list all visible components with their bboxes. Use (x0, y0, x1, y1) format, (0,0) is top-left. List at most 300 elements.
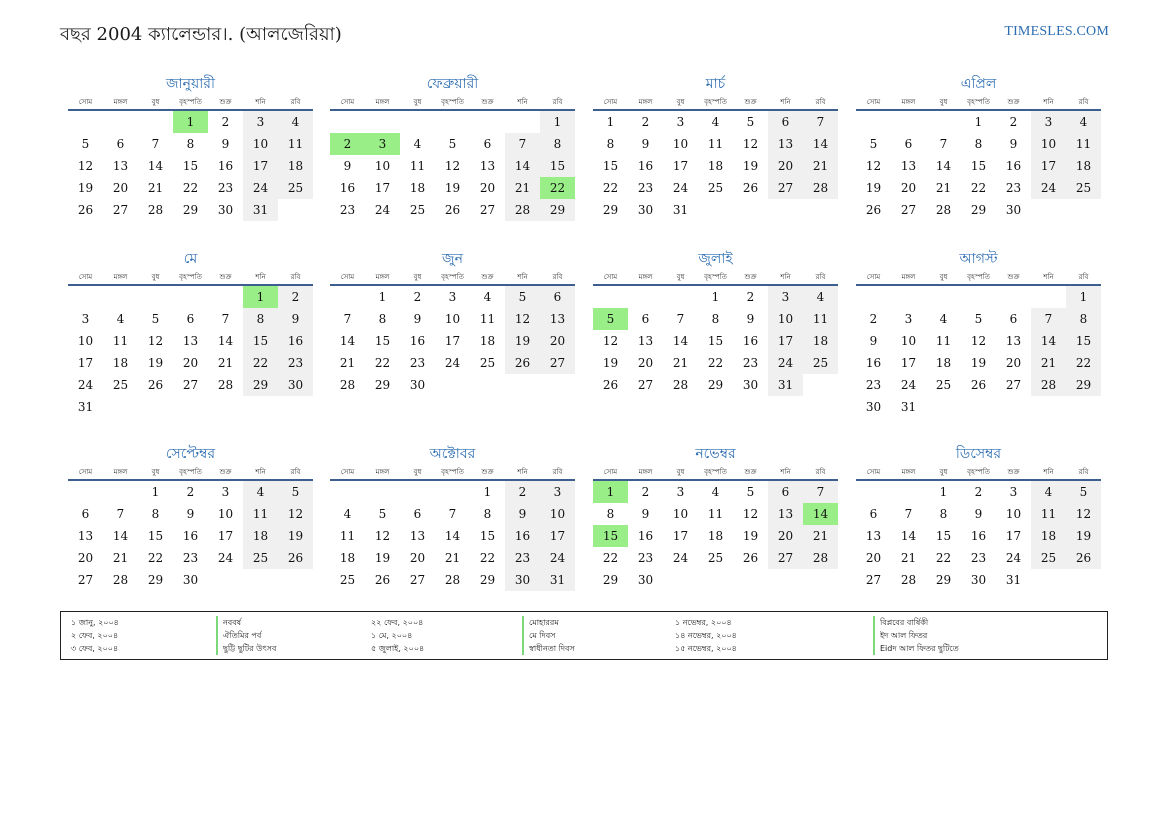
day-cell: 11 (707, 137, 724, 151)
day-cell: 10 (672, 137, 689, 151)
weekday-header: শুক্র (470, 94, 505, 110)
day-cell: 12 (742, 137, 759, 151)
day-cell: 17 (1031, 155, 1066, 177)
day-cell: 5 (151, 312, 160, 326)
day-cell: 13 (865, 529, 882, 543)
day-cell: 3 (81, 312, 90, 326)
weekday-header: বুধ (138, 269, 173, 285)
day-cell: 10 (768, 308, 803, 330)
day-cell: 31 (77, 400, 94, 414)
day-cell: 9 (413, 312, 422, 326)
weekday-header: রবি (1066, 94, 1101, 110)
day-cell: 28 (672, 378, 689, 392)
day-cell: 6 (186, 312, 195, 326)
day-cell: 12 (1066, 503, 1101, 525)
day-cell: 12 (505, 308, 540, 330)
weekday-header: মঙ্গল (891, 94, 926, 110)
weekday-header: মঙ্গল (628, 269, 663, 285)
day-cell: 5 (81, 137, 90, 151)
day-cell: 1 (378, 290, 387, 304)
day-cell: 27 (409, 573, 426, 587)
day-cell: 24 (444, 356, 461, 370)
day-cell: 2 (974, 485, 983, 499)
empty-day-cell (470, 110, 505, 133)
day-cell: 14 (339, 334, 356, 348)
day-cell: 14 (147, 159, 164, 173)
month-name: জুলাই (698, 251, 733, 267)
day-cell: 17 (243, 155, 278, 177)
empty-day-cell (208, 285, 243, 308)
weekday-header: শুক্র (996, 269, 1031, 285)
day-cell: 11 (339, 529, 356, 543)
month-name: এপ্রিল (960, 76, 997, 92)
empty-day-cell (243, 396, 278, 418)
weekday-header: বুধ (926, 94, 961, 110)
day-cell: 10 (243, 133, 278, 155)
day-cell: 22 (540, 177, 575, 199)
day-cell: 24 (672, 181, 689, 195)
legend-holiday-name: বিপ্লবের বার্ষিকী (873, 616, 959, 629)
weekday-header: বুধ (663, 94, 698, 110)
day-cell: 17 (444, 334, 461, 348)
day-cell: 25 (278, 177, 313, 199)
weekday-header: মঙ্গল (628, 464, 663, 480)
day-cell: 13 (768, 503, 803, 525)
month-name: মে (183, 251, 198, 267)
month-block (330, 249, 575, 396)
day-cell: 30 (409, 378, 426, 392)
day-cell: 25 (243, 547, 278, 569)
day-cell: 15 (602, 159, 619, 173)
month-block (68, 444, 313, 591)
day-cell: 25 (1066, 177, 1101, 199)
day-cell: 6 (116, 137, 125, 151)
day-cell: 21 (900, 551, 917, 565)
day-cell: 8 (151, 507, 160, 521)
day-cell: 31 (768, 374, 803, 396)
day-cell: 30 (637, 203, 654, 217)
day-cell: 28 (217, 378, 234, 392)
weekday-header: সোম (68, 269, 103, 285)
day-cell: 10 (374, 159, 391, 173)
empty-day-cell (505, 110, 540, 133)
day-cell: 23 (637, 181, 654, 195)
empty-day-cell (803, 374, 838, 396)
empty-day-cell (891, 110, 926, 133)
day-cell: 12 (77, 159, 94, 173)
day-cell: 13 (112, 159, 129, 173)
day-cell: 15 (935, 529, 952, 543)
day-cell: 27 (479, 203, 496, 217)
empty-day-cell (926, 285, 961, 308)
day-cell: 26 (77, 203, 94, 217)
day-cell: 1 (173, 110, 208, 133)
empty-day-cell (173, 285, 208, 308)
day-cell: 19 (742, 159, 759, 173)
legend-dates-col-3 (675, 616, 737, 655)
day-cell: 8 (974, 137, 983, 151)
empty-day-cell (173, 396, 208, 418)
weekday-header: সোম (856, 94, 891, 110)
weekday-header: শুক্র (996, 94, 1031, 110)
day-cell: 3 (221, 485, 230, 499)
weekday-header: বৃহস্পতি (961, 94, 996, 110)
weekday-header: রবি (540, 464, 575, 480)
day-cell: 8 (243, 308, 278, 330)
day-cell: 8 (186, 137, 195, 151)
weekday-header: রবি (803, 464, 838, 480)
empty-day-cell (365, 110, 400, 133)
month-grid (856, 94, 1101, 221)
month-name: অক্টোবর (429, 446, 476, 462)
day-cell: 3 (365, 133, 400, 155)
day-cell: 13 (540, 308, 575, 330)
empty-day-cell (593, 285, 628, 308)
day-cell: 28 (935, 203, 952, 217)
weekday-header: রবি (540, 269, 575, 285)
day-cell: 24 (1005, 551, 1022, 565)
day-cell: 25 (479, 356, 496, 370)
day-cell: 12 (742, 507, 759, 521)
day-cell: 15 (593, 525, 628, 547)
empty-day-cell (628, 285, 663, 308)
empty-day-cell (663, 569, 698, 591)
day-cell: 21 (217, 356, 234, 370)
day-cell: 3 (1009, 485, 1018, 499)
day-cell: 7 (221, 312, 230, 326)
day-cell: 5 (869, 137, 878, 151)
legend-names-col-3 (873, 616, 959, 655)
day-cell: 19 (970, 356, 987, 370)
weekday-header: রবি (803, 269, 838, 285)
day-cell: 3 (1031, 110, 1066, 133)
day-cell: 18 (1066, 155, 1101, 177)
day-cell: 29 (374, 378, 391, 392)
weekday-header: সোম (593, 464, 628, 480)
weekday-header: রবি (803, 94, 838, 110)
empty-day-cell (278, 569, 313, 591)
day-cell: 9 (186, 507, 195, 521)
weekday-header: শুক্র (733, 94, 768, 110)
day-cell: 29 (707, 378, 724, 392)
day-cell: 22 (1066, 352, 1101, 374)
day-cell: 17 (1005, 529, 1022, 543)
empty-day-cell (1066, 396, 1101, 418)
weekday-header: মঙ্গল (365, 464, 400, 480)
day-cell: 5 (746, 485, 755, 499)
day-cell: 4 (343, 507, 352, 521)
day-cell: 29 (243, 374, 278, 396)
month-grid (330, 269, 575, 396)
day-cell: 20 (77, 551, 94, 565)
weekday-header: শনি (1031, 269, 1066, 285)
day-cell: 19 (374, 551, 391, 565)
empty-day-cell (961, 285, 996, 308)
day-cell: 21 (935, 181, 952, 195)
day-cell: 19 (147, 356, 164, 370)
day-cell: 7 (676, 312, 685, 326)
empty-day-cell (103, 110, 138, 133)
weekday-header: সোম (856, 464, 891, 480)
legend-date: ২ ফেব, ২০০৪ (71, 631, 119, 640)
day-cell: 26 (865, 203, 882, 217)
day-cell: 18 (479, 334, 496, 348)
month-name: মার্চ (705, 76, 726, 92)
weekday-header: শুক্র (996, 464, 1031, 480)
empty-day-cell (365, 480, 400, 503)
month-grid (593, 94, 838, 221)
day-cell: 10 (1005, 507, 1022, 521)
day-cell: 13 (77, 529, 94, 543)
empty-day-cell (540, 374, 575, 396)
day-cell: 20 (900, 181, 917, 195)
day-cell: 9 (343, 159, 352, 173)
empty-day-cell (103, 285, 138, 308)
day-cell: 10 (444, 312, 461, 326)
day-cell: 4 (278, 110, 313, 133)
day-cell: 30 (505, 569, 540, 591)
weekday-header: শুক্র (470, 269, 505, 285)
empty-day-cell (470, 374, 505, 396)
day-cell: 14 (803, 133, 838, 155)
day-cell: 6 (540, 285, 575, 308)
empty-day-cell (733, 199, 768, 221)
day-cell: 26 (505, 352, 540, 374)
empty-day-cell (961, 396, 996, 418)
day-cell: 17 (672, 159, 689, 173)
day-cell: 3 (243, 110, 278, 133)
day-cell: 23 (217, 181, 234, 195)
day-cell: 24 (77, 378, 94, 392)
day-cell: 9 (505, 503, 540, 525)
day-cell: 6 (483, 137, 492, 151)
day-cell: 6 (768, 110, 803, 133)
day-cell: 3 (540, 480, 575, 503)
empty-day-cell (138, 285, 173, 308)
day-cell: 11 (707, 507, 724, 521)
day-cell: 18 (278, 155, 313, 177)
day-cell: 13 (1005, 334, 1022, 348)
legend-date: ১৫ নভেম্বর, ২০০৪ (675, 644, 737, 653)
weekday-header: শনি (1031, 464, 1066, 480)
day-cell: 16 (339, 181, 356, 195)
day-cell: 8 (1066, 308, 1101, 330)
month-block (856, 74, 1101, 221)
day-cell: 15 (479, 529, 496, 543)
day-cell: 8 (606, 137, 615, 151)
day-cell: 3 (676, 115, 685, 129)
day-cell: 19 (278, 525, 313, 547)
day-cell: 28 (505, 199, 540, 221)
day-cell: 6 (641, 312, 650, 326)
weekday-header: বুধ (663, 464, 698, 480)
empty-day-cell (68, 285, 103, 308)
day-cell: 14 (217, 334, 234, 348)
weekday-header: শনি (768, 464, 803, 480)
legend-holiday-name: নববর্ষ (216, 616, 276, 629)
day-cell: 22 (707, 356, 724, 370)
day-cell: 6 (904, 137, 913, 151)
day-cell: 8 (483, 507, 492, 521)
day-cell: 9 (641, 137, 650, 151)
day-cell: 5 (1066, 480, 1101, 503)
empty-day-cell (400, 110, 435, 133)
empty-day-cell (103, 396, 138, 418)
legend-holiday-name: মে দিবস (522, 629, 575, 642)
day-cell: 11 (112, 334, 129, 348)
site-link[interactable]: TIMESLES.COM (1004, 24, 1109, 39)
weekday-header: বৃহস্পতি (961, 464, 996, 480)
day-cell: 13 (409, 529, 426, 543)
day-cell: 7 (116, 507, 125, 521)
empty-day-cell (698, 569, 733, 591)
day-cell: 25 (707, 551, 724, 565)
weekday-header: বৃহস্পতি (173, 464, 208, 480)
day-cell: 1 (1066, 285, 1101, 308)
empty-day-cell (996, 396, 1031, 418)
day-cell: 23 (505, 547, 540, 569)
day-cell: 9 (974, 507, 983, 521)
empty-day-cell (926, 396, 961, 418)
day-cell: 22 (602, 181, 619, 195)
day-cell: 29 (935, 573, 952, 587)
weekday-header: মঙ্গল (103, 269, 138, 285)
month-name: ফেব্রুয়ারী (426, 76, 479, 92)
day-cell: 20 (540, 330, 575, 352)
empty-day-cell (278, 396, 313, 418)
day-cell: 5 (278, 480, 313, 503)
day-cell: 1 (483, 485, 492, 499)
legend-names-col-1 (216, 616, 276, 655)
empty-day-cell (68, 480, 103, 503)
day-cell: 15 (243, 330, 278, 352)
day-cell: 25 (707, 181, 724, 195)
day-cell: 3 (904, 312, 913, 326)
day-cell: 2 (641, 115, 650, 129)
day-cell: 7 (803, 480, 838, 503)
day-cell: 25 (1031, 547, 1066, 569)
empty-day-cell (891, 285, 926, 308)
empty-day-cell (1031, 396, 1066, 418)
day-cell: 17 (900, 356, 917, 370)
weekday-header: শুক্র (208, 464, 243, 480)
day-cell: 19 (865, 181, 882, 195)
empty-day-cell (856, 110, 891, 133)
day-cell: 15 (374, 334, 391, 348)
day-cell: 22 (479, 551, 496, 565)
legend-holiday-name: মোহাররম (522, 616, 575, 629)
day-cell: 27 (182, 378, 199, 392)
day-cell: 21 (112, 551, 129, 565)
weekday-header: মঙ্গল (103, 464, 138, 480)
month-grid (330, 464, 575, 591)
day-cell: 30 (278, 374, 313, 396)
weekday-header: বৃহস্পতি (435, 269, 470, 285)
empty-day-cell (891, 480, 926, 503)
day-cell: 26 (444, 203, 461, 217)
day-cell: 19 (77, 181, 94, 195)
month-grid (68, 94, 313, 221)
day-cell: 24 (540, 547, 575, 569)
day-cell: 2 (330, 133, 365, 155)
day-cell: 14 (112, 529, 129, 543)
day-cell: 25 (935, 378, 952, 392)
weekday-header: শনি (768, 269, 803, 285)
day-cell: 5 (378, 507, 387, 521)
day-cell: 7 (151, 137, 160, 151)
day-cell: 10 (77, 334, 94, 348)
day-cell: 29 (182, 203, 199, 217)
weekday-header: শুক্র (208, 269, 243, 285)
empty-day-cell (768, 199, 803, 221)
day-cell: 10 (900, 334, 917, 348)
empty-day-cell (1031, 569, 1066, 591)
empty-day-cell (926, 110, 961, 133)
month-block (68, 74, 313, 221)
day-cell: 8 (540, 133, 575, 155)
day-cell: 27 (768, 547, 803, 569)
day-cell: 7 (505, 133, 540, 155)
day-cell: 27 (768, 177, 803, 199)
day-cell: 1 (540, 110, 575, 133)
weekday-header: শনি (243, 269, 278, 285)
day-cell: 24 (900, 378, 917, 392)
legend-dates-col-2 (371, 616, 424, 655)
day-cell: 2 (641, 485, 650, 499)
day-cell: 30 (182, 573, 199, 587)
empty-day-cell (856, 285, 891, 308)
day-cell: 28 (1031, 374, 1066, 396)
month-block (68, 249, 313, 418)
weekday-header: শনি (243, 94, 278, 110)
day-cell: 23 (865, 378, 882, 392)
day-cell: 6 (81, 507, 90, 521)
month-block (593, 74, 838, 221)
day-cell: 1 (974, 115, 983, 129)
day-cell: 28 (444, 573, 461, 587)
empty-day-cell (1066, 199, 1101, 221)
day-cell: 13 (768, 133, 803, 155)
day-cell: 26 (742, 551, 759, 565)
day-cell: 23 (409, 356, 426, 370)
day-cell: 20 (409, 551, 426, 565)
day-cell: 27 (77, 573, 94, 587)
day-cell: 18 (707, 159, 724, 173)
day-cell: 27 (112, 203, 129, 217)
day-cell: 16 (865, 356, 882, 370)
day-cell: 23 (1005, 181, 1022, 195)
day-cell: 23 (742, 356, 759, 370)
weekday-header: মঙ্গল (365, 269, 400, 285)
day-cell: 25 (803, 352, 838, 374)
day-cell: 2 (746, 290, 755, 304)
month-block (856, 444, 1101, 591)
day-cell: 6 (413, 507, 422, 521)
day-cell: 2 (278, 285, 313, 308)
day-cell: 17 (374, 181, 391, 195)
day-cell: 20 (768, 155, 803, 177)
day-cell: 7 (448, 507, 457, 521)
day-cell: 1 (606, 115, 615, 129)
day-cell: 28 (339, 378, 356, 392)
day-cell: 15 (147, 529, 164, 543)
day-cell: 2 (1009, 115, 1018, 129)
day-cell: 9 (1009, 137, 1018, 151)
day-cell: 21 (444, 551, 461, 565)
weekday-header: মঙ্গল (628, 94, 663, 110)
weekday-header: বৃহস্পতি (698, 464, 733, 480)
weekday-header: সোম (68, 464, 103, 480)
